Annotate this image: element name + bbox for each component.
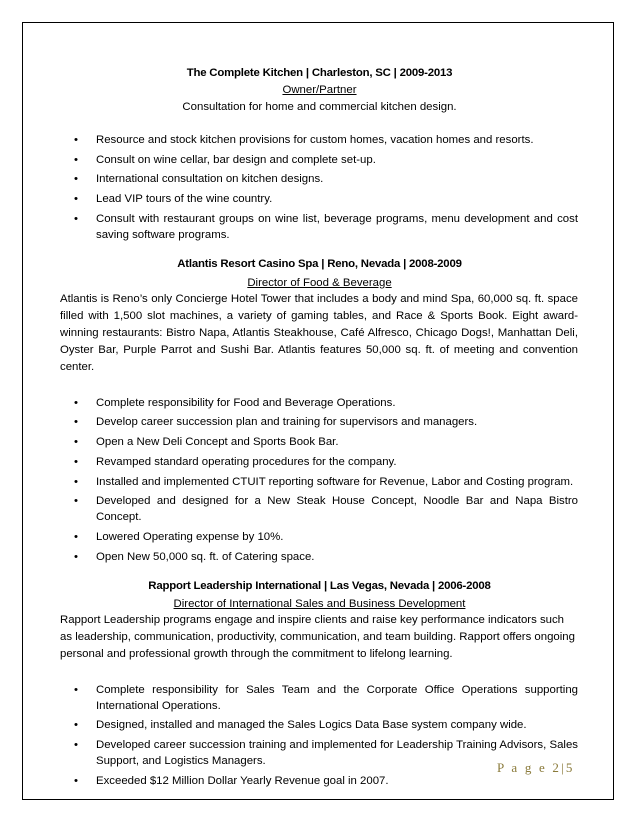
bullet-text: Resource and stock kitchen provisions for custom homes, vacation homes and resorts. [96,134,534,146]
bullet-icon: • [74,495,78,508]
job-heading: The Complete Kitchen | Charleston, SC | 2009-2013 [186,67,453,79]
bullet-list [61,132,578,243]
list-item [61,152,578,168]
list-item [61,434,578,450]
resume-page-content [61,66,578,792]
bullet-text: Open a New Deli Concept and Sports Book Bar. [96,436,339,449]
job-role: Owner/Partner [282,84,357,96]
bullet-text: Installed and implemented CTUIT reporting software for Revenue, Labor and Costing program. [96,475,574,488]
job-heading: Rapport Leadership International | Las Vegas, Nevada | 2006-2008 [148,579,491,592]
bullet-icon: • [74,134,78,146]
bullet-text: Consult with restaurant groups on wine list, beverage programs, menu development and cost saving software programs. [96,212,578,241]
job-description: Rapport Leadership programs engage and inspire clients and raise key performance indicators such as leadership, communication, productivity, communication, and team building. Rapport offers ongoing personal and professional growth through the commitment to lifelong learning. [60,613,575,660]
bullet-icon: • [74,396,78,409]
job-role: Director of Food & Beverage [247,276,392,289]
bullet-icon: • [74,475,78,488]
bullet-icon: • [74,173,78,186]
list-item [61,211,578,243]
list-item [61,132,578,148]
bullet-text: Revamped standard operating procedures for the company. [96,455,397,468]
bullet-icon: • [74,738,78,751]
list-item [61,414,578,430]
list-item [61,549,578,565]
list-item [61,454,578,470]
bullet-text: Developed and designed for a New Steak House Concept, Noodle Bar and Napa Bistro Concept. [96,495,578,524]
bullet-icon: • [74,212,78,225]
bullet-icon: • [74,416,78,429]
job-section-rapport [61,579,578,789]
bullet-text: Developed career succession training and implemented for Leadership Training Advisors, Sales Support, and Logistics Managers. [96,738,578,767]
bullet-text: Open New 50,000 sq. ft. of Catering space. [96,550,315,563]
job-section-atlantis [61,257,578,565]
bullet-icon: • [74,550,78,563]
list-item [61,395,578,411]
page-label: P a g e [497,760,547,775]
list-item [61,474,578,490]
bullet-list [61,395,578,565]
job-section-complete-kitchen [61,66,578,243]
bullet-text: Complete responsibility for Food and Beverage Operations. [96,396,396,409]
list-item [61,717,578,733]
list-item [61,191,578,207]
bullet-text: International consultation on kitchen designs. [96,173,324,186]
page-footer: P a g e 2|5 [497,760,575,775]
bullet-icon: • [74,530,78,543]
bullet-icon: • [74,774,78,787]
bullet-icon: • [74,436,78,449]
bullet-text: Exceeded $12 Million Dollar Yearly Revenue goal in 2007. [96,774,389,787]
bullet-icon: • [74,683,78,696]
job-role: Director of International Sales and Business Development [173,597,466,610]
bullet-icon: • [74,719,78,732]
page-number: 2 [552,760,562,775]
bullet-text: Lead VIP tours of the wine country. [96,193,273,206]
list-item [61,171,578,187]
bullet-text: Lowered Operating expense by 10%. [96,530,284,543]
job-description: Atlantis is Reno’s only Concierge Hotel Tower that includes a body and mind Spa, 60,000 sq. ft. space filled with 1,500 slot machines, a variety of gaming tables, and Race & Sports Book. Eight award-winning restaurants: Bistro Napa, Atlantis Steakhouse, Café Alfresco, Chicago Dogs!, Manhattan Deli, Oyster Bar, Purple Parrot and Sushi Bar. Atlantis features 50,000 sq. ft. of meeting and convention center. [60,292,578,373]
list-item [61,493,578,525]
bullet-text: Complete responsibility for Sales Team and the Corporate Office Operations supporting International Operations. [96,683,578,712]
bullet-icon: • [74,153,78,166]
total-pages: 5 [565,760,575,775]
bullet-icon: • [74,193,78,206]
bullet-text: Designed, installed and managed the Sales Logics Data Base system company wide. [96,719,527,732]
bullet-text: Develop career succession plan and training for supervisors and managers. [96,416,478,429]
list-item [61,529,578,545]
bullet-text: Consult on wine cellar, bar design and complete set-up. [96,153,376,166]
job-heading: Atlantis Resort Casino Spa | Reno, Nevada | 2008-2009 [177,257,462,270]
list-item [61,682,578,714]
job-tagline: Consultation for home and commercial kitchen design. [182,101,457,113]
bullet-icon: • [74,455,78,468]
